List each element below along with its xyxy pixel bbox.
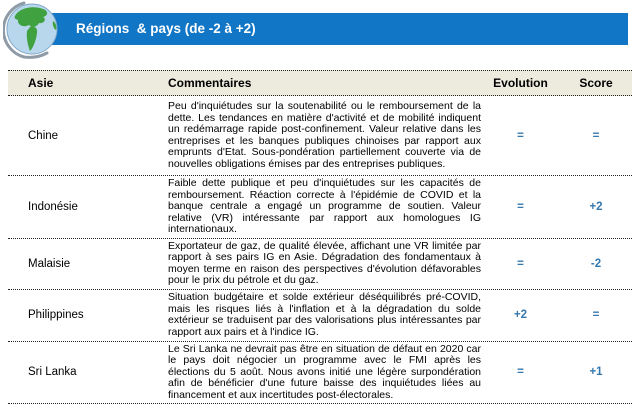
country-commentary: Situation budgétaire et solde extérieur déséquilibrés pré-COVID, mais les risques liés à l'inflation et à la dégradation du solde extérieur se traduisent par des valorisations plus intéressantes par rapport aux pairs et à l'indice IG. — [168, 291, 481, 338]
country-name: Philippines — [28, 309, 84, 321]
score-value: = — [592, 129, 600, 142]
country-name: Malaisie — [28, 257, 71, 270]
score-value: = — [592, 309, 600, 321]
table-row-indonesie — [8, 176, 632, 239]
country-commentary: Peu d'inquiétudes sur la soutenabilité ou le remboursement de la dette. Les tendances en matière d'activité et de mobilité indiquent un redémarrage rapide post-confinement. Valeur relative dans les entreprises et les banques publiques chinoises par rapport aux emprunts d'Etat. Sous-pondération partiellement couverte via de nouvelles obligations émises par des entreprises publiques. — [168, 100, 481, 170]
score-value: +1 — [589, 366, 603, 379]
evolution-value: +2 — [513, 309, 528, 321]
evolution-value: = — [517, 200, 524, 213]
column-header-score: Score — [579, 76, 613, 90]
score-value: -2 — [590, 257, 602, 270]
column-header-comments: Commentaires — [168, 76, 252, 90]
evolution-value: = — [517, 129, 524, 142]
section-banner — [30, 13, 628, 45]
globe-icon — [3, 1, 61, 59]
column-header-region: Asie — [28, 76, 54, 90]
table-row-philippines — [8, 290, 632, 342]
country-name: Indonésie — [28, 200, 78, 213]
regions-table — [8, 70, 632, 404]
column-header-evolution: Evolution — [493, 76, 548, 90]
section-title: Régions & pays (de -2 à +2) — [76, 21, 256, 36]
country-commentary: Exportateur de gaz, de qualité élevée, affichant une VR limitée par rapport à ses pairs IG en Asie. Dégradation des fondamentaux à moyen terme en raison des perspectives d'évolution défavorables pour le prix du pétrole et du gaz. — [168, 239, 481, 286]
table-row-malaisie — [8, 239, 632, 290]
table-header-row — [8, 70, 632, 96]
country-commentary: Faible dette publique et peu d'inquiétudes sur les capacités de remboursement. Réaction correcte à l'épidémie de COVID et la banque centrale a engagé un programme de soutien. Valeur relative (VR) intéressante par rapport aux homologues IG internationaux. — [168, 177, 481, 235]
table-row-sri-lanka — [8, 342, 632, 405]
country-name: Chine — [28, 129, 59, 142]
country-name: Sri Lanka — [28, 366, 77, 379]
table-row-chine — [8, 96, 632, 176]
evolution-value: = — [517, 257, 524, 270]
country-commentary: Le Sri Lanka ne devrait pas être en situation de défaut en 2020 car le pays doit négocier un programme avec le FMI après les élections du 5 août. Nous avons initié une légère surpondération afin de bénéficier d'une future baisse des inquiétudes liées au financement et aux incertitudes post-électorales. — [168, 342, 481, 401]
evolution-value: = — [517, 366, 524, 379]
score-value: +2 — [589, 200, 603, 213]
